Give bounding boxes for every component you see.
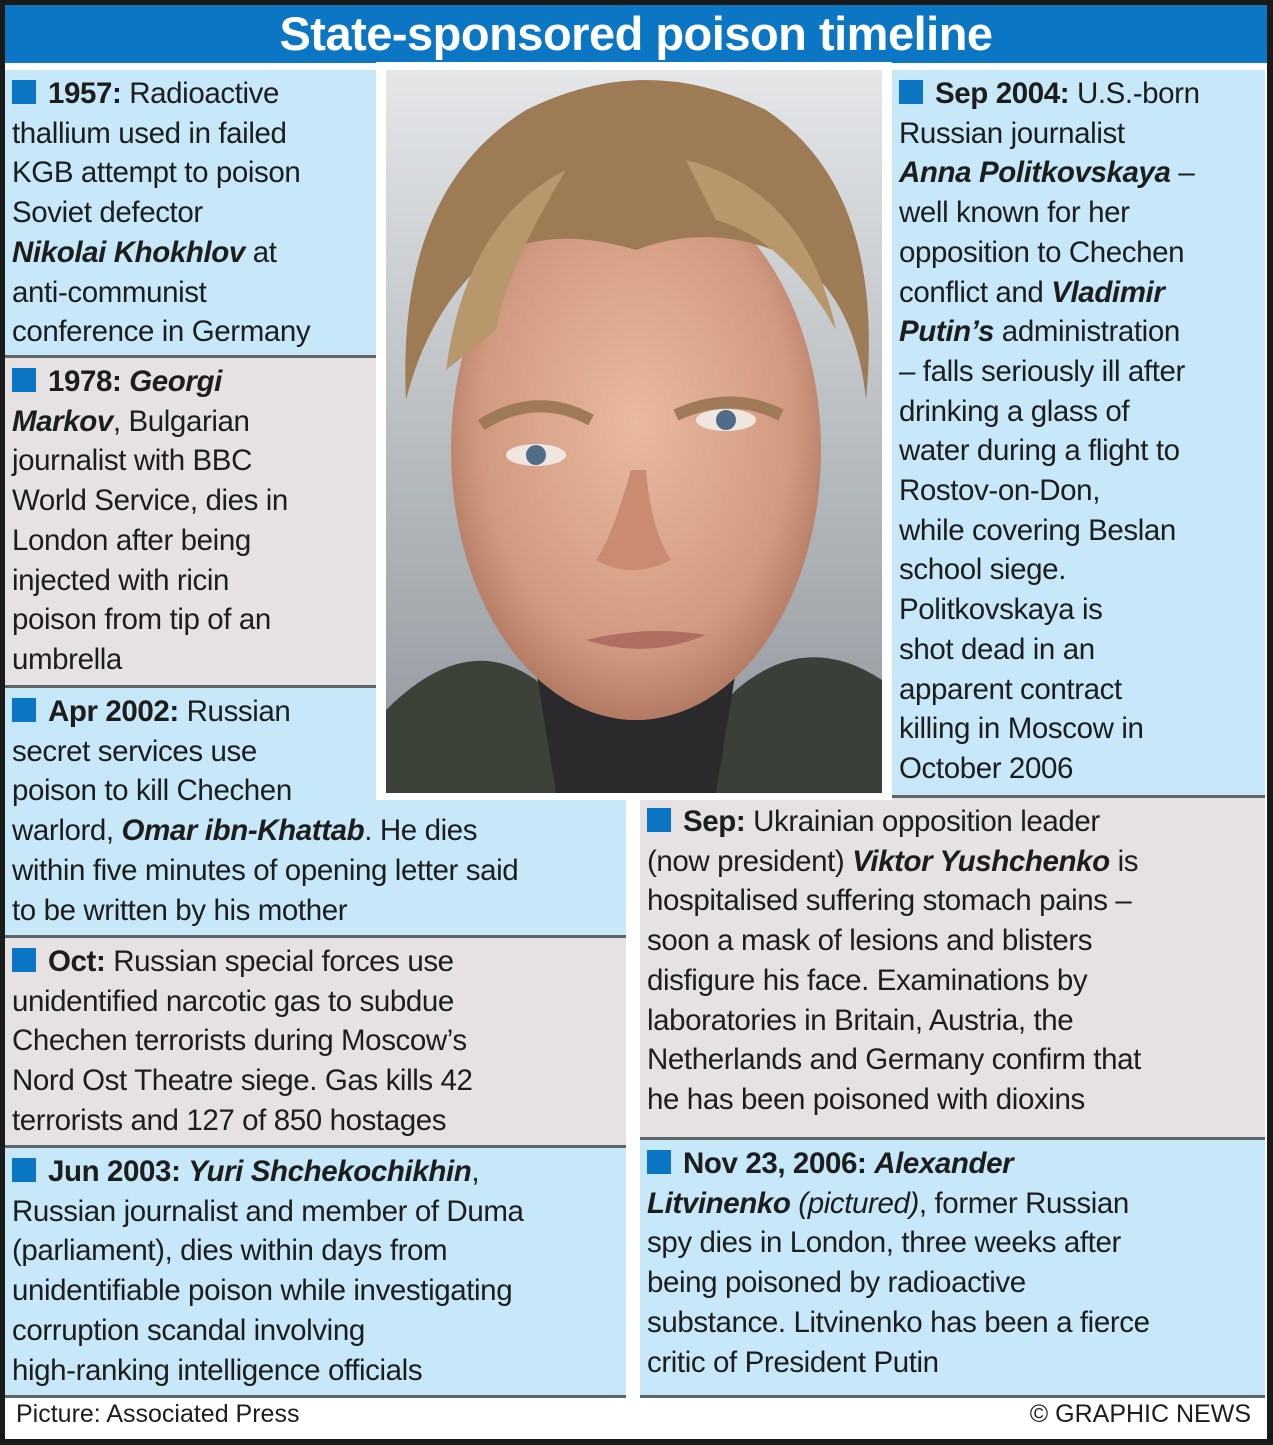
bullet-square-icon [12,698,36,722]
entry-date: Apr 2002: [48,695,179,728]
entry-person-name: Alexander Litvinenko [647,1147,1014,1220]
entry-text: , Bulgarian journalist with BBC World Service, dies in London after being injected with ricin poison from tip of an umbrella [12,404,288,676]
entry-date: Nov 23, 2006: [683,1147,875,1180]
entry-date: 1978: [48,365,130,398]
entry-date: Jun 2003: [48,1155,189,1188]
photo-credit: Picture: Associated Press [16,1400,300,1428]
bullet-square-icon [647,1150,671,1174]
timeline-entry-1978 [5,358,376,688]
timeline-entry-nov-23-2006 [640,1140,1265,1398]
entry-text: is hospitalised suffering stomach pains – soon a mask of lesions and blisters disfigure his face. Examinations by laboratories in Britain, Austria, the Netherlands and Germany confirm that he has been poisoned with dioxins [647,844,1141,1116]
timeline-entry-sep-2004 [892,70,1265,798]
bullet-square-icon [647,808,671,832]
entry-person-name: Georgi Markov [12,365,222,438]
portrait-photo [386,70,882,793]
entry-person-name: Nikolai Khokhlov [12,235,245,269]
entry-text: , Russian journalist and member of Duma (parliament), dies within days from unidentifiable poison while investigating corruption scandal involving high-ranking intelligence officials [12,1155,524,1387]
entry-text: Radioactive thallium used in failed KGB attempt to poison Soviet defector [12,77,301,230]
bullet-square-icon [12,368,36,392]
entry-text: . He dies within five minutes of opening letter said to be written by his mother [12,814,519,927]
entry-text: Ukrainian opposition leader (now president) [647,805,1100,878]
entry-text: – well known for her opposition to Chechen conflict and [899,156,1195,309]
entry-text: , former Russian spy dies in London, three weeks after being poisoned by radioactive substance. Litvinenko has been a fierce critic of President Putin [647,1186,1150,1379]
entry-person-name: Viktor Yushchenko [852,844,1110,878]
bullet-square-icon [12,948,36,972]
timeline-entry-sep [640,798,1265,1140]
bullet-square-icon [12,1158,36,1182]
entry-text: administration – falls seriously ill after drinking a glass of water during a flight to Rostov-on-Don, while covering Beslan school siege. Politkovskaya is shot dead in an apparent contract killing in Moscow in October 2006 [899,315,1185,785]
entry-person-name: Yuri Shchekochikhin [188,1155,472,1188]
entry-person-name: Vladimir Putin’s [899,275,1165,349]
bullet-square-icon [899,80,923,104]
page-title: State-sponsored poison timeline [5,5,1267,63]
entry-date: Sep 2004: [935,77,1070,110]
entry-person-name: Omar ibn-Khattab [121,814,365,848]
entry-text: Russian secret services use poison to kill Chechen warlord, [12,695,292,848]
entry-text: at anti-communist conference in Germany [12,235,311,349]
timeline-entry-jun-2003 [5,1148,626,1398]
timeline-entry-oct [5,938,626,1148]
copyright: © GRAPHIC NEWS [1029,1400,1251,1428]
entry-text: U.S.-born Russian journalist [899,77,1200,150]
bullet-square-icon [12,80,36,104]
timeline-entry-1957 [5,70,376,358]
entry-text: (pictured) [790,1186,919,1220]
portrait-image [386,70,882,793]
entry-date: 1957: [48,77,122,110]
entry-date: Oct: [48,945,106,978]
entry-person-name: Anna Politkovskaya [899,156,1171,190]
entry-text: Russian special forces use unidentified narcotic gas to subdue Chechen terrorists during Moscow’s Nord Ost Theatre siege. Gas kills 42 terrorists and 127 of 850 hostages [12,945,473,1137]
entry-date: Sep: [683,805,746,838]
